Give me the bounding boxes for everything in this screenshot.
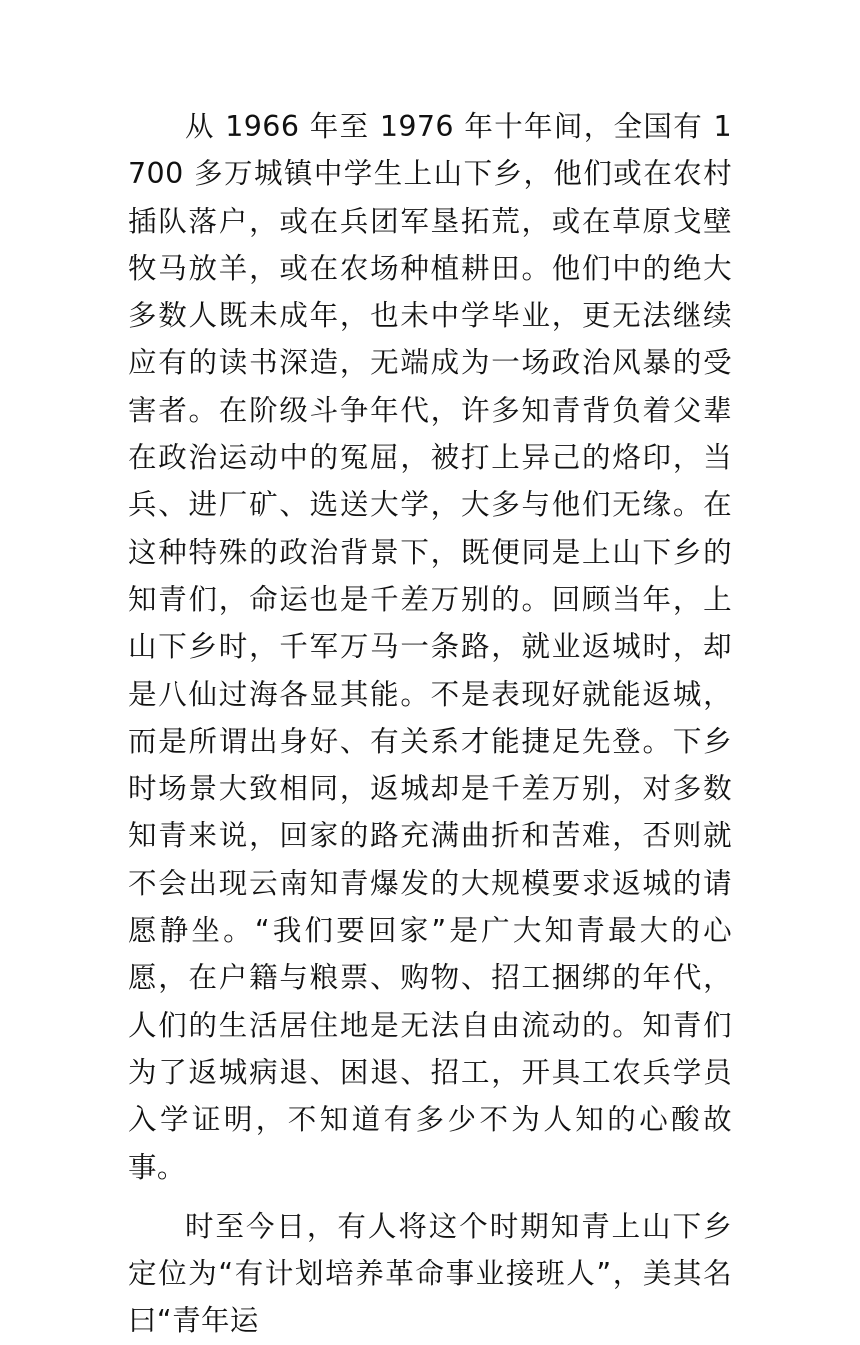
body-paragraph-1: 从 1966 年至 1976 年十年间，全国有 1700 多万城镇中学生上山下乡，他们或在农村插队落户，或在兵团军垦拓荒，或在草原戈壁牧马放羊，或在农场种植耕田。他们中的绝大多数人既未成年，也未中学毕业，更无法继续应有的读书深造，无端成为一场政治风暴的受害者。在阶级斗争年代，许多知青背负着父辈在政治运动中的冤屈，被打上异己的烙印，当兵、进厂矿、选送大学，大多与他们无缘。在这种特殊的政治背景下，既便同是上山下乡的知青们，命运也是千差万别的。回顾当年，上山下乡时，千军万马一条路，就业返城时，却是八仙过海各显其能。不是表现好就能返城，而是所谓出身好、有关系才能捷足先登。下乡时场景大致相同，返城却是千差万别，对多数知青来说，回家的路充满曲折和苦难，否则就不会出现云南知青爆发的大规模要求返城的请愿静坐。“我们要回家”是广大知青最大的心愿，在户籍与粮票、购物、招工捆绑的年代，人们的生活居住地是无法自由流动的。知青们为了返城病退、困退、招工，开具工农兵学员入学证明，不知道有多少不为人知的心酸故事。 <box>128 110 732 1184</box>
body-paragraph-2: 时至今日，有人将这个时期知青上山下乡定位为“有计划培养革命事业接班人”，美其名曰“青年运 <box>128 1209 732 1338</box>
